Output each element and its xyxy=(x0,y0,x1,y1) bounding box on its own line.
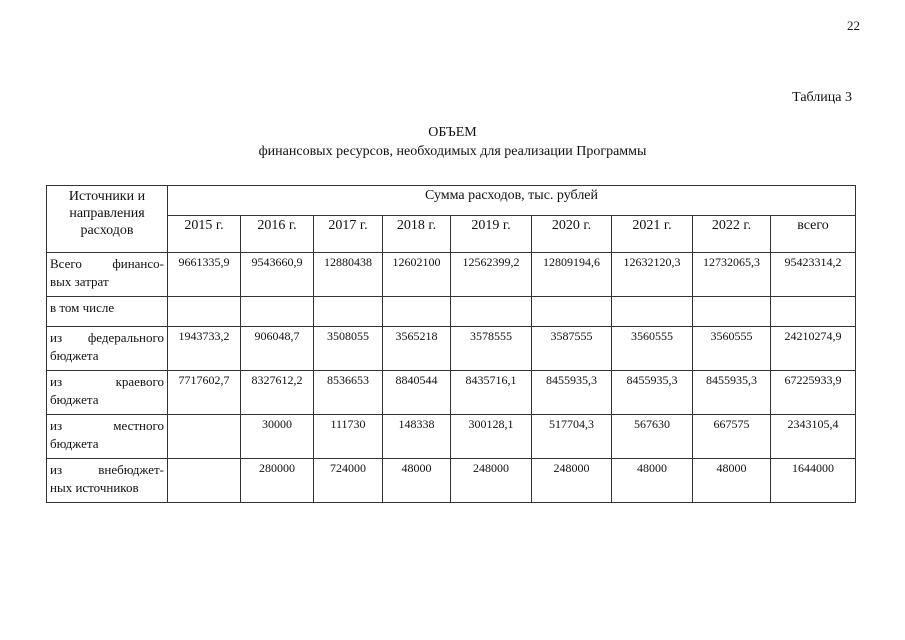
cell-value: 8536653 xyxy=(314,371,383,415)
row-label xyxy=(47,327,168,371)
cell-value: 1943733,2 xyxy=(168,327,241,371)
row-label-line: в том числе xyxy=(50,300,115,315)
row-label-word: из xyxy=(50,330,63,345)
cell-value: 8840544 xyxy=(383,371,451,415)
row-label xyxy=(47,459,168,503)
cell-total: 67225933,9 xyxy=(771,371,856,415)
cell-value: 30000 xyxy=(241,415,314,459)
row-label-line: бюджета xyxy=(50,436,99,451)
cell-value: 12809194,6 xyxy=(532,253,612,297)
header-year: 2021 г. xyxy=(612,216,693,253)
cell-value: 3587555 xyxy=(532,327,612,371)
header-sources-line: расходов xyxy=(80,223,134,238)
cell-value: 300128,1 xyxy=(451,415,532,459)
row-label-word: местного xyxy=(113,418,164,433)
cell-value: 12880438 xyxy=(314,253,383,297)
row-label xyxy=(47,297,168,327)
cell-total: 2343105,4 xyxy=(771,415,856,459)
row-label-line: вых затрат xyxy=(50,274,109,289)
cell-value xyxy=(532,297,612,327)
cell-value: 48000 xyxy=(693,459,771,503)
row-label-line: ных источников xyxy=(50,480,139,495)
cell-value xyxy=(168,459,241,503)
table-row xyxy=(47,371,856,415)
row-label-word: финансо- xyxy=(112,256,164,271)
row-label-word: из xyxy=(50,374,63,389)
cell-value: 9543660,9 xyxy=(241,253,314,297)
row-label-word: Всего xyxy=(50,256,82,271)
row-label xyxy=(47,371,168,415)
cell-value: 3560555 xyxy=(693,327,771,371)
cell-value: 567630 xyxy=(612,415,693,459)
cell-value: 3578555 xyxy=(451,327,532,371)
header-year: 2015 г. xyxy=(168,216,241,253)
header-year: 2019 г. xyxy=(451,216,532,253)
cell-value: 8455935,3 xyxy=(532,371,612,415)
header-year: 2018 г. xyxy=(383,216,451,253)
row-label-line xyxy=(50,255,164,273)
cell-value: 248000 xyxy=(532,459,612,503)
row-label-word: федерального xyxy=(87,330,164,345)
table-row xyxy=(47,297,856,327)
cell-total: 95423314,2 xyxy=(771,253,856,297)
cell-value xyxy=(314,297,383,327)
header-years-row xyxy=(47,216,856,253)
cell-value xyxy=(241,297,314,327)
table-row xyxy=(47,459,856,503)
cell-value: 3508055 xyxy=(314,327,383,371)
header-year: 2016 г. xyxy=(241,216,314,253)
cell-value: 48000 xyxy=(383,459,451,503)
cell-value xyxy=(168,415,241,459)
row-label xyxy=(47,253,168,297)
header-sources-line: Источники и xyxy=(68,189,146,204)
header-year: 2022 г. xyxy=(693,216,771,253)
cell-value: 9661335,9 xyxy=(168,253,241,297)
row-label-line xyxy=(50,461,164,479)
cell-value: 248000 xyxy=(451,459,532,503)
cell-value: 906048,7 xyxy=(241,327,314,371)
header-sum: Сумма расходов, тыс. рублей xyxy=(168,186,856,216)
cell-value xyxy=(451,297,532,327)
row-label-line: бюджета xyxy=(50,392,99,407)
cell-value: 7717602,7 xyxy=(168,371,241,415)
cell-value: 12732065,3 xyxy=(693,253,771,297)
table-label: Таблица 3 xyxy=(792,90,852,105)
header-sources xyxy=(47,186,168,253)
header-sources-line: направления xyxy=(69,206,145,221)
page-number: 22 xyxy=(847,18,860,33)
cell-value: 8455935,3 xyxy=(612,371,693,415)
cell-value: 12562399,2 xyxy=(451,253,532,297)
header-year: 2017 г. xyxy=(314,216,383,253)
cell-value: 8455935,3 xyxy=(693,371,771,415)
row-label-line: бюджета xyxy=(50,348,99,363)
cell-value: 3560555 xyxy=(612,327,693,371)
row-label-word: краевого xyxy=(115,374,164,389)
table-row xyxy=(47,253,856,297)
cell-value xyxy=(693,297,771,327)
cell-total: 1644000 xyxy=(771,459,856,503)
cell-total xyxy=(771,297,856,327)
table-title: ОБЪЕМ xyxy=(428,125,477,140)
cell-value: 12602100 xyxy=(383,253,451,297)
cell-value: 3565218 xyxy=(383,327,451,371)
cell-total: 24210274,9 xyxy=(771,327,856,371)
row-label-line xyxy=(50,329,164,347)
cell-value: 148338 xyxy=(383,415,451,459)
row-label-word: из xyxy=(50,418,63,433)
row-label-word: внебюджет- xyxy=(98,462,164,477)
cell-value xyxy=(168,297,241,327)
table-row xyxy=(47,327,856,371)
cell-value: 517704,3 xyxy=(532,415,612,459)
cell-value: 667575 xyxy=(693,415,771,459)
cell-value: 48000 xyxy=(612,459,693,503)
header-year: 2020 г. xyxy=(532,216,612,253)
budget-table xyxy=(46,185,856,503)
table-row xyxy=(47,415,856,459)
table-subtitle: финансовых ресурсов, необходимых для реализации Программы xyxy=(258,144,647,159)
cell-value: 111730 xyxy=(314,415,383,459)
row-label-line xyxy=(50,417,164,435)
header-total: всего xyxy=(771,216,856,253)
cell-value: 12632120,3 xyxy=(612,253,693,297)
cell-value: 280000 xyxy=(241,459,314,503)
cell-value: 8327612,2 xyxy=(241,371,314,415)
row-label-line xyxy=(50,373,164,391)
cell-value xyxy=(612,297,693,327)
cell-value xyxy=(383,297,451,327)
cell-value: 8435716,1 xyxy=(451,371,532,415)
cell-value: 724000 xyxy=(314,459,383,503)
row-label-word: из xyxy=(50,462,63,477)
row-label xyxy=(47,415,168,459)
